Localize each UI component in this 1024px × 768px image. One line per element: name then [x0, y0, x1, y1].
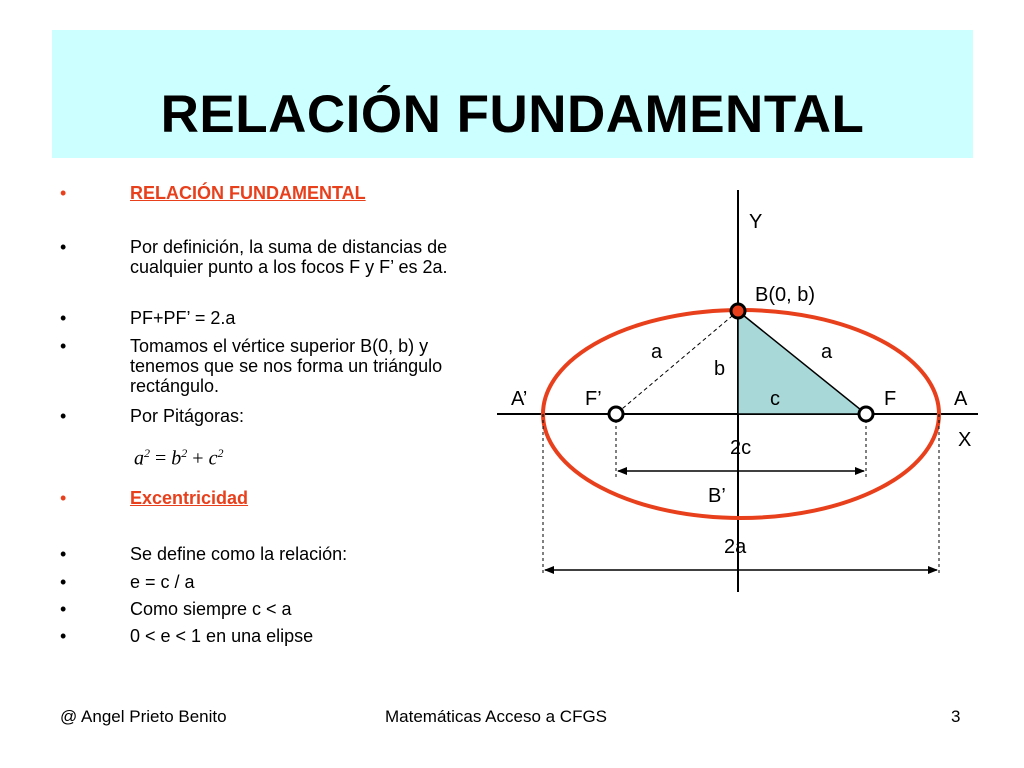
bullet-dot: •: [60, 237, 67, 257]
bullet-text: Tomamos el vértice superior B(0, b) y tenemos que se nos forma un triángulo rectángulo.: [130, 336, 443, 396]
focus-f-prime-point: [609, 407, 623, 421]
label-y: Y: [749, 211, 763, 233]
bullet-text: Como siempre c < a: [130, 599, 292, 619]
pythagoras-formula: $a^2 = b^2 + c^2$: [134, 446, 224, 470]
bullet-heading: Excentricidad: [130, 488, 249, 508]
bullet-dot: •: [60, 406, 67, 426]
bullet-dot: •: [60, 183, 67, 203]
bullet-dot: •: [60, 488, 67, 508]
bullet-dot: •: [60, 544, 67, 564]
bullet-dot: •: [60, 599, 67, 619]
bullet-text: PF+PF’ = 2.a: [130, 308, 236, 328]
bullet-dot: •: [60, 626, 67, 646]
label-c: c: [770, 388, 780, 410]
bullet-text: e = c / a: [130, 572, 195, 592]
bullet-heading: RELACIÓN FUNDAMENTAL: [130, 183, 366, 203]
bullet-dot: •: [60, 572, 67, 592]
label-a-right: a: [821, 341, 833, 363]
bullet-text: Por definición, la suma de distancias de cualquier punto a los focos F y F’ es 2a.: [130, 237, 448, 277]
label-2a: 2a: [724, 536, 747, 558]
page-title: RELACIÓN FUNDAMENTAL: [160, 85, 865, 144]
label-f-prime: F’: [585, 388, 602, 410]
bullet-dot: •: [60, 336, 67, 356]
label-a-left: a: [651, 341, 663, 363]
label-b-prime: B’: [708, 485, 726, 507]
bullet-text: Por Pitágoras:: [130, 406, 245, 426]
focus-f-point: [859, 407, 873, 421]
label-b: b: [714, 358, 726, 380]
label-x: X: [958, 429, 972, 451]
vertex-b-point: [731, 304, 745, 318]
footer-course: Matemáticas Acceso a CFGS: [385, 707, 608, 726]
bullet-text: Se define como la relación:: [130, 544, 348, 564]
label-2c: 2c: [730, 437, 752, 459]
footer-author: @ Angel Prieto Benito: [60, 707, 227, 726]
label-a: A: [954, 388, 968, 410]
bullet-dot: •: [60, 308, 67, 328]
bullet-text: 0 < e < 1 en una elipse: [130, 626, 314, 646]
label-f: F: [884, 388, 897, 410]
label-b-vertex: B(0, b): [755, 284, 816, 306]
label-a-prime: A’: [511, 388, 528, 410]
footer-page-number: 3: [951, 707, 961, 726]
